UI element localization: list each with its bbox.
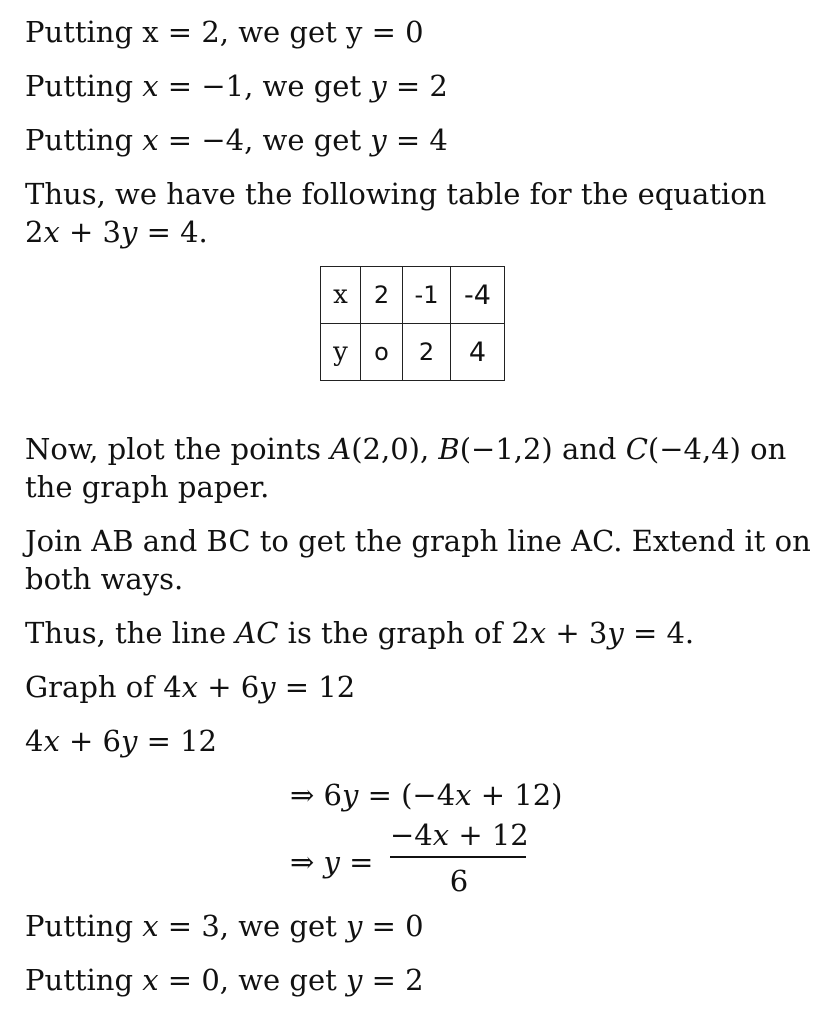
table-row-y xyxy=(321,324,505,381)
text-line-putting-x-3: Putting 𝑥 = 3, we get 𝑦 = 0 xyxy=(25,909,424,943)
equation-6y: ⇒ 6𝑦 = (−4𝑥 + 12) xyxy=(290,778,563,812)
fraction-lhs: ⇒ 𝑦 = xyxy=(290,845,374,879)
fraction-numerator: −4𝑥 + 12 xyxy=(390,818,529,852)
table-cell: 4 xyxy=(451,324,505,381)
text-line-putting-x-2: Putting x = 2, we get y = 0 xyxy=(25,15,424,49)
fraction-denominator: 6 xyxy=(449,864,469,898)
table-cell: x xyxy=(321,267,361,324)
table-cell: -1 xyxy=(403,267,451,324)
table-cell: y xyxy=(321,324,361,381)
text-line-plot-points: Now, plot the points 𝐴(2,0), 𝐵(−1,2) and 𝐶(−4,4) on xyxy=(25,432,787,466)
text-line-table-intro: Thus, we have the following table for the equation xyxy=(25,177,767,211)
equation-4x-6y-12: 4𝑥 + 6𝑦 = 12 xyxy=(25,724,218,758)
equation-2x-3y-4: 2𝑥 + 3𝑦 = 4. xyxy=(25,215,208,249)
table-row-x xyxy=(321,267,505,324)
text-line-putting-x-minus-4: Putting 𝑥 = −4, we get 𝑦 = 4 xyxy=(25,123,448,157)
text-line-putting-x-minus-1: Putting 𝑥 = −1, we get 𝑦 = 2 xyxy=(25,69,448,103)
table-cell: 2 xyxy=(361,267,403,324)
text-line-line-ac-graph: Thus, the line 𝐴𝐶 is the graph of 2𝑥 + 3𝑦 = 4. xyxy=(25,616,695,650)
heading-graph-4x-6y-12: Graph of 4𝑥 + 6𝑦 = 12 xyxy=(25,670,356,704)
text-line-graph-paper: the graph paper. xyxy=(25,470,270,504)
table-cell: 2 xyxy=(403,324,451,381)
text-line-both-ways: both ways. xyxy=(25,562,184,596)
table-cell: o xyxy=(361,324,403,381)
values-table xyxy=(320,266,505,381)
text-line-join-ab-bc: Join AB and BC to get the graph line AC. Extend it on xyxy=(25,524,811,558)
table-cell: -4 xyxy=(451,267,505,324)
text-line-putting-x-0: Putting 𝑥 = 0, we get 𝑦 = 2 xyxy=(25,963,424,997)
fraction-bar xyxy=(390,856,526,858)
